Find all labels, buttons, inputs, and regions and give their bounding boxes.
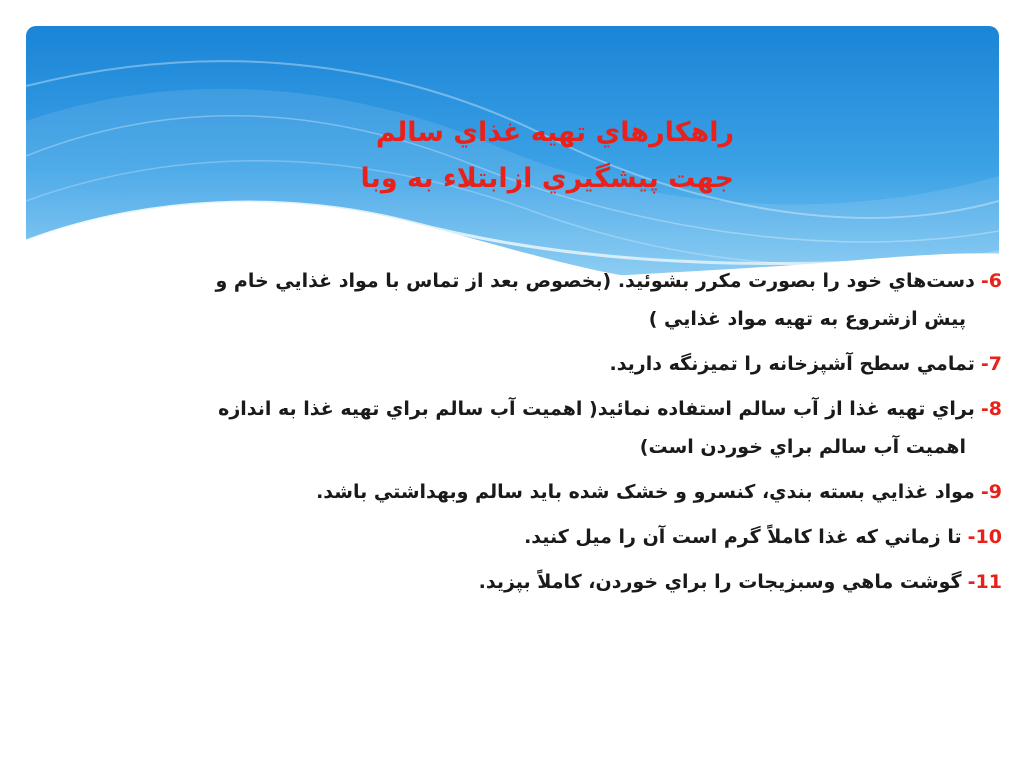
list-item-6 (90, 262, 1002, 338)
slide-title (361, 110, 734, 202)
item-text: براي تهيه غذا از آب سالم استفاده نمائيد( اهميت آب سالم براي تهيه غذا به اندازه (218, 398, 975, 420)
list-item-11 (90, 563, 1002, 601)
item-text: مواد غذايي بسته بندي، کنسرو و خشک شده بايد سالم وبهداشتي باشد. (316, 481, 975, 503)
guideline-list (90, 262, 1002, 608)
list-item-9 (90, 473, 1002, 511)
item-text: دست‌هاي خود را بصورت مکرر بشوئيد. (بخصوص بعد از تماس با مواد غذايي خام و (215, 270, 975, 292)
item-text-continued: پيش ازشروع به تهيه مواد غذايي ) (648, 308, 966, 330)
item-text: تمامي سطح آشپزخانه را تميزنگه داريد. (609, 353, 975, 375)
item-number: 9- (980, 481, 1002, 503)
item-text-continued: اهميت آب سالم براي خوردن است) (639, 436, 966, 458)
item-number: 11- (967, 571, 1002, 593)
list-item-7 (90, 345, 1002, 383)
list-item-8 (90, 390, 1002, 466)
title-line-1: راهکارهاي تهيه غذاي سالم (375, 117, 734, 148)
list-item-10 (90, 518, 1002, 556)
item-text: گوشت ماهي وسبزيجات را براي خوردن، کاملاً بپزيد. (478, 571, 962, 593)
item-text: تا زماني که غذا کاملاً گرم است آن را ميل کنيد. (524, 526, 962, 548)
item-number: 6- (980, 270, 1002, 292)
item-number: 7- (980, 353, 1002, 375)
title-line-2: جهت پيشگيري ازابتلاء به وبا (360, 163, 734, 194)
item-number: 8- (980, 398, 1002, 420)
item-number: 10- (967, 526, 1002, 548)
